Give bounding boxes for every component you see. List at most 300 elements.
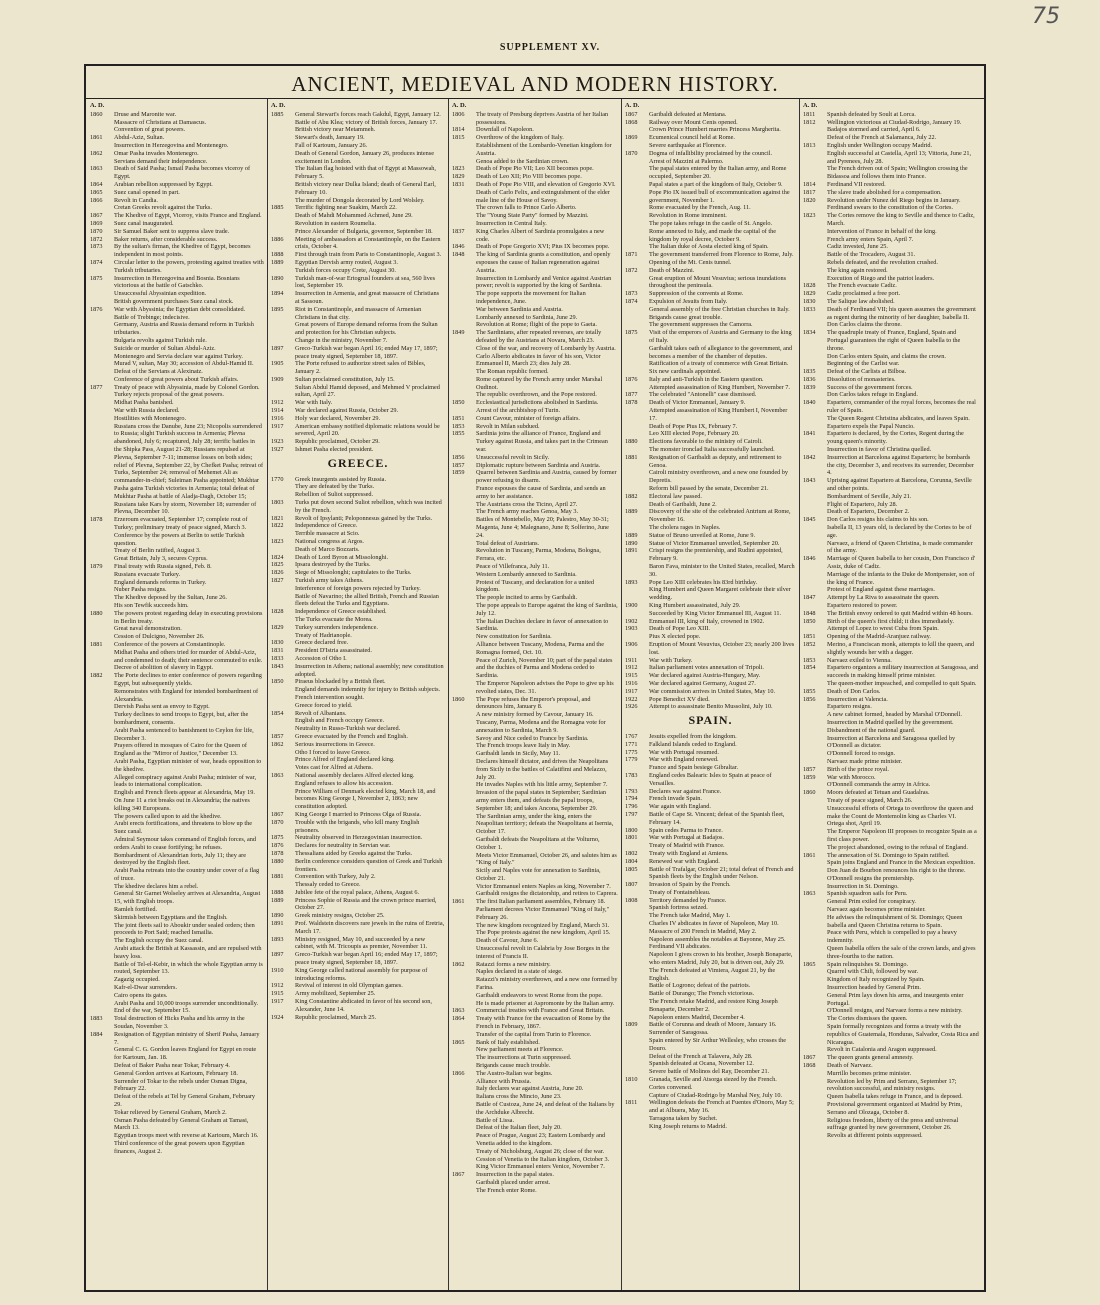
entry-text: The French take Madrid, May 1. [649, 912, 731, 920]
history-entry [452, 883, 618, 891]
entry-year: 1827 [271, 577, 284, 585]
history-entry [271, 686, 445, 694]
history-entry [803, 1093, 979, 1101]
entry-text: Skirmish between Egyptians and the English. [114, 913, 228, 921]
history-entry [625, 438, 796, 446]
history-entry [625, 259, 796, 267]
entry-text: Don Carlos claims the throne. [827, 321, 902, 329]
history-entry [452, 399, 618, 407]
entry-text: The pope supports the movement for Italian independence, June. [476, 290, 586, 305]
entry-year: 1845 [803, 516, 816, 524]
history-entry [625, 920, 796, 928]
entry-text: Great powers of Europe demand reforms from the Sultan and protection for his Christian subjects. [295, 321, 438, 337]
entry-text: The Italian duke of Aosta elected king of Spain. [649, 243, 769, 251]
entry-year: 1825 [271, 561, 284, 569]
history-entry [625, 228, 796, 244]
entry-year: 1810 [625, 1076, 638, 1084]
entry-year: 1911 [625, 656, 638, 664]
history-entry [803, 134, 979, 142]
history-entry [625, 189, 796, 205]
history-entry [271, 811, 445, 819]
history-entry [271, 491, 445, 499]
entry-text: Don Juan de Bourbon renounces his right to the throne. [827, 867, 966, 875]
entry-year: 1859 [803, 773, 816, 781]
history-entry [90, 1046, 264, 1062]
history-entry [452, 345, 618, 353]
entry-text: Revolution in Rome imminent. [649, 212, 727, 220]
history-entry [271, 889, 445, 897]
history-entry [803, 516, 979, 524]
history-entry [803, 711, 979, 719]
history-entry [90, 1109, 264, 1117]
history-entry [625, 990, 796, 998]
entry-year: 1861 [90, 134, 103, 142]
entry-year: 1916 [625, 679, 638, 687]
entry-year: 1850 [803, 617, 816, 625]
entry-text: Overthrow of the kingdom of Italy. [476, 134, 564, 142]
history-entry [452, 852, 618, 868]
history-entry [625, 158, 796, 166]
history-entry [271, 998, 445, 1014]
history-entry [803, 571, 979, 587]
history-entry [90, 579, 264, 587]
entry-text: French army enters Spain, April 7. [827, 235, 914, 243]
history-entry [271, 842, 445, 850]
entry-text: Cession of Dulcigno, November 26. [114, 633, 205, 641]
entry-year: 1842 [803, 453, 816, 461]
history-entry [803, 586, 979, 594]
history-entry [625, 912, 796, 920]
entry-text: War with Portugal at Badajos. [649, 834, 725, 842]
entry-text: Thessalians aided by Greeks against the Turks. [295, 849, 413, 857]
entry-text: Brigands cause great trouble. [649, 313, 722, 321]
history-entry [625, 376, 796, 384]
entry-year: 1877 [90, 383, 103, 391]
entry-text: Expulsion of Jesuits from Italy. [649, 297, 728, 305]
entry-text: Death of Lord Byron at Missolonghi. [295, 553, 389, 561]
entry-text: He is made prisoner at Aspromonte by the Italian army. [476, 999, 615, 1007]
entry-year: 1828 [271, 608, 284, 616]
entry-text: Insurrection in Herzegovina and Bosnia. Bosnians victorious at the battle of Gatschko. [114, 274, 240, 290]
entry-year: 1867 [452, 1171, 465, 1179]
entry-text: Holy war declared, November 29. [295, 414, 381, 422]
entry-text: The new kingdom recognized by England, March 31. [476, 921, 610, 929]
history-entry [452, 1054, 618, 1062]
entry-text: Peace of Zurich, November 10; part of the papal states and the duchies of Parma and Modena ceded to Sardinia. [476, 656, 613, 680]
entry-text: The cholera rages in Naples. [649, 524, 721, 532]
history-entry [90, 813, 264, 821]
history-entry [452, 181, 618, 189]
entry-year: 1803 [271, 499, 284, 507]
entry-text: General assembly of the free Christian churches in Italy. [649, 305, 790, 313]
history-entry [271, 150, 445, 166]
history-entry [271, 181, 445, 197]
entry-text: Severe battle of Molinos del Ray, December 21. [649, 1068, 770, 1076]
history-entry [90, 337, 264, 345]
entry-text: The French enter Rome. [476, 1186, 537, 1194]
history-entry [803, 501, 979, 509]
history-entry [271, 111, 445, 119]
history-column-2 [271, 102, 445, 1288]
entry-text: The khedive declares him a rebel. [114, 882, 199, 890]
entry-text: The Khedive deposed by the Sultan, June 26. [114, 594, 227, 602]
entry-text: Falkland Islands ceded to England. [649, 740, 737, 748]
history-entry [625, 897, 796, 905]
history-entry [625, 1092, 796, 1100]
history-entry [452, 1179, 618, 1187]
entry-year: 1828 [803, 282, 816, 290]
entry-year: 1863 [803, 890, 816, 898]
entry-text: Insurrection in Armenia, and great massacre of Christians at Sassoun. [295, 290, 440, 305]
entry-year: 1881 [625, 453, 638, 461]
entry-text: Surrender of Saragossa. [649, 1029, 709, 1037]
entry-year: 1866 [90, 196, 103, 204]
entry-text: Resignation of Garibaldi as deputy, and retirement to Genoa. [649, 453, 782, 469]
entry-text: Midhat Pasha and others tried for murder of Abdul-Aziz, and condemned to death; their sentence commuted to exile. [114, 648, 263, 664]
entry-text: Statue of Bruno unveiled at Rome, June 9. [649, 531, 756, 539]
entry-text: Cairoli ministry overthrown, and a new one founded by Depretis. [649, 469, 789, 485]
entry-text: Treaty of Fontainebleau. [649, 888, 711, 896]
history-entry [271, 204, 445, 212]
history-entry [90, 820, 264, 836]
history-entry [271, 337, 445, 345]
entry-text: Defeat of the French at Talavera, July 28. [649, 1052, 753, 1060]
history-entry [803, 360, 979, 368]
entry-text: Sardinia joins the alliance of France, England and Turkey against Russia, and takes part in the Crimean war. [476, 430, 608, 454]
entry-year: 1855 [803, 687, 816, 695]
entry-text: Revolution led by Prim and Serrano, September 17; revolution successful, and ministry resigns. [827, 1077, 957, 1093]
entry-text: Narvaez, a friend of Queen Christina, is made commander of the army. [827, 539, 973, 555]
entry-text: The Salique law abolished. [827, 297, 895, 305]
history-entry [452, 306, 618, 314]
entry-year: 1846 [803, 555, 816, 563]
entry-text: Insurrection in Herzegovina and Montenegro. [114, 141, 229, 149]
entry-text: Treaty with England at Amiens. [649, 849, 729, 857]
entry-text: King Joseph returns to Madrid. [649, 1122, 727, 1130]
entry-text: Egyptian Dervish army routed, August 3. [295, 258, 398, 266]
history-entry [803, 204, 979, 212]
entry-text: General C. G. Gordon leaves England for Egypt en route for Kartoum, Jan. 18. [114, 1046, 257, 1062]
history-entry [803, 625, 979, 633]
history-entry [452, 906, 618, 922]
history-entry [452, 836, 618, 852]
history-entry [271, 142, 445, 150]
entry-text: Egyptian troops meet with reverse at Kartoum, March 16. [114, 1132, 259, 1140]
entry-text: The Porte declines to enter conference of powers regarding Egypt, but subsequently yields. [114, 672, 262, 687]
entry-text: The slave trade abolished for a compensation. [827, 188, 942, 196]
history-entry [625, 904, 796, 912]
history-entry [452, 220, 618, 228]
history-entry [625, 850, 796, 858]
entry-text: The British envoy ordered to quit Madrid within 48 hours. [827, 609, 973, 617]
entry-text: Severe earthquake at Florence. [649, 141, 727, 149]
history-entry [90, 984, 264, 992]
entry-year: 1923 [271, 438, 284, 446]
history-entry [625, 579, 796, 587]
entry-text: Revolution at Rome; flight of the pope to Gaeta. [476, 321, 597, 329]
history-entry [803, 992, 979, 1008]
entry-text: Stewart's death, January 19. [295, 134, 365, 142]
entry-year: 1857 [803, 765, 816, 773]
entry-text: War commission arrives in United States, May 10. [649, 687, 776, 695]
entry-text: Spain relinquishes St. Domingo. [827, 960, 909, 968]
entry-year: 1924 [271, 1013, 284, 1021]
history-entry [271, 119, 445, 127]
entry-text: Revolution in eastern Roumelia. [295, 219, 376, 227]
entry-text: Jesuits expelled from the kingdom. [649, 732, 737, 740]
history-entry [803, 384, 979, 392]
entry-text: Execution of Riego and the patriot leaders. [827, 274, 935, 282]
entry-text: King George I married to Princess Olga of Russia. [295, 810, 422, 818]
history-entry [90, 360, 264, 368]
entry-year: 1820 [803, 196, 816, 204]
history-entry [271, 290, 445, 306]
entry-text: Turkish forces occupy Crete, August 30. [295, 266, 396, 274]
entry-text: British victory near Metammeh. [295, 126, 376, 134]
entry-text: O'Donnell commands the army in Africa. [827, 781, 931, 789]
history-entry [90, 937, 264, 945]
entry-text: Declares for neutrality in Servian war. [295, 842, 391, 850]
entry-text: Death of Pope Leo XIII. [649, 625, 710, 633]
entry-text: Espartero restored to power. [827, 602, 898, 609]
history-entry [452, 602, 618, 618]
history-entry [271, 850, 445, 858]
entry-text: Revival of interest in old Olympian games. [295, 982, 403, 990]
history-entry [625, 842, 796, 850]
history-entry [625, 602, 796, 610]
entry-text: England cedes Balearic Isles to Spain at peace of Versailles. [649, 771, 772, 787]
entry-text: Battle of Custoza, June 24, and defeat of the Italians by the Archduke Albrecht. [476, 1101, 615, 1116]
entry-year: 1873 [90, 243, 103, 251]
history-entry [803, 1132, 979, 1140]
history-entry [625, 391, 796, 399]
entry-text: Insurrection in Lombardy and Venice against Austrian power; revolt is supported by the king of Sardinia. [476, 274, 612, 290]
history-entry [625, 1099, 796, 1115]
entry-text: Midhat Pasha banished. [114, 399, 174, 407]
history-entry [271, 384, 445, 400]
entry-text: Cession of Venetia to the Italian kingdom, October 3. [476, 1155, 610, 1163]
entry-text: Republic proclaimed, March 25. [295, 1013, 377, 1021]
entry-text: France espouses the cause of Sardinia, and sends an army to her assistance. [476, 485, 606, 500]
history-entry [90, 298, 264, 306]
history-entry [803, 680, 979, 688]
entry-text: Italians cross the Mincio, June 23. [476, 1093, 562, 1101]
history-entry [803, 727, 979, 735]
entry-text: England demands reforms in Turkey. [114, 578, 207, 586]
history-entry [271, 764, 445, 772]
history-entry [271, 360, 445, 376]
history-entry [803, 961, 979, 969]
entry-text: Don Carlos takes refuge in England. [827, 391, 918, 399]
entry-text: War with Turkey. [649, 656, 693, 664]
entry-year: 1814 [452, 126, 465, 134]
entry-text: Electoral law passed. [649, 492, 702, 500]
entry-text: Battle of Trafalgar, October 21; total defeat of French and Spanish fleets by the English under Nelson. [649, 865, 794, 881]
history-entry [90, 594, 264, 602]
entry-text: War with Russia declared. [114, 407, 180, 415]
history-entry [625, 1076, 796, 1084]
history-entry [452, 415, 618, 423]
history-entry [452, 563, 618, 571]
history-entry [452, 867, 618, 883]
entry-text: The French army reaches Genoa, May 3. [476, 508, 579, 516]
entry-year: 1851 [803, 633, 816, 641]
ad-label: A. D. [625, 102, 640, 109]
entry-year: 1843 [803, 477, 816, 485]
entry-text: Battle of Lissa. [476, 1116, 515, 1124]
history-entry [803, 555, 979, 571]
entry-text: King Constantine abdicated in favor of his second son, Alexander, June 14. [295, 998, 432, 1013]
history-entry [271, 259, 445, 267]
history-entry [625, 165, 796, 181]
history-entry [271, 423, 445, 439]
entry-year: 1891 [625, 547, 638, 555]
entry-text: Brigands cause much trouble. [476, 1062, 551, 1070]
entry-text: Treaty with France for the evacuation of Rome by the French in February, 1867. [476, 1015, 611, 1031]
entry-text: Spanish defeated by Soult at Lorca. [827, 110, 916, 118]
entry-text: Unsuccessful efforts of Ortega to overthrow the queen and make the Count de Montemolin king as Charles VI. [827, 804, 974, 820]
entry-text: Ratification of a treaty of commerce with Great Britain. [649, 360, 789, 368]
history-entry [625, 943, 796, 951]
history-entry [90, 867, 264, 883]
history-entry [90, 399, 264, 407]
entry-text: Birth of the prince royal. [827, 765, 889, 773]
history-entry [452, 813, 618, 836]
entry-year: 1876 [625, 375, 638, 383]
entry-text: He advises the relinquishment of St. Domingo; Queen Isabella and Queen Christina returns to Spain. [827, 913, 963, 929]
history-entry [452, 126, 618, 134]
entry-text: Rome evacuated by the French, Aug. 11. [649, 204, 751, 212]
entry-year: 1917 [271, 422, 284, 430]
entry-text: Charles IV abdicates in favor of Napoleon, May 10. [649, 920, 779, 928]
history-entry [90, 563, 264, 571]
entry-text: Interference of foreign powers rejected by Turkey. [295, 584, 421, 592]
column-divider [799, 99, 800, 1290]
history-entry [803, 236, 979, 244]
entry-year: 1878 [90, 516, 103, 524]
history-entry [271, 577, 445, 585]
section-heading: GREECE. [327, 455, 389, 470]
history-entry [803, 890, 979, 898]
history-entry [803, 430, 979, 446]
entry-text: New constitution for Sardinia. [476, 633, 552, 641]
entry-year: 1853 [452, 422, 465, 430]
history-entry [271, 530, 445, 538]
entry-text: Total defeat of Austrians. [476, 539, 540, 547]
entry-text: Prayers offered in mosques of Cairo for the Queen of England as the "Mirror of Justice," December 13. [114, 742, 248, 758]
history-entry [90, 758, 264, 774]
entry-text: The French evacuate Cadiz. [827, 282, 897, 290]
entry-text: O'Donnell resigns the premiership. [827, 874, 915, 882]
entry-text: Revolt in Candia. [114, 196, 158, 204]
entry-text: Otho I forced to leave Greece. [295, 748, 371, 756]
history-entry [90, 1078, 264, 1094]
entry-text: Treaty of peace signed, March 26. [827, 796, 913, 804]
history-entry [452, 571, 618, 579]
entry-year: 1830 [803, 297, 816, 305]
entry-year: 1859 [452, 469, 465, 477]
history-entry [271, 912, 445, 920]
entry-text: Turkey surrenders independence. [295, 623, 378, 631]
history-entry [803, 376, 979, 384]
history-entry [452, 454, 618, 462]
entry-text: Insurrection in Central Italy. [476, 219, 547, 227]
entry-year: 1850 [271, 678, 284, 686]
history-entry [625, 772, 796, 788]
entry-year: 1917 [625, 687, 638, 695]
history-entry [271, 834, 445, 842]
history-entry [803, 906, 979, 914]
entry-text: The Italian flag hoisted with that of Egypt at Massowah, February 5. [295, 165, 436, 181]
entry-year: 1905 [271, 360, 284, 368]
entry-text: Death of Leo XII; Pio VIII becomes pope. [476, 173, 582, 181]
entry-text: On June 11 a riot breaks out in Alexandria; the natives killing 340 Europeans. [114, 796, 250, 812]
entry-text: Death of Pope Pius IX, February 7. [649, 422, 738, 430]
history-entry [625, 625, 796, 633]
entry-text: Greco-Turkish war began April 16; ended May 17, 1897; peace treaty signed, September 18, 1897. [295, 951, 438, 967]
entry-text: Territory demanded by France. [649, 896, 727, 904]
entry-text: Death of Mahdi Mohammed Achmed, June 29. [295, 212, 413, 220]
entry-text: Treaty of Nicholsburg, August 26; close of the war. [476, 1147, 605, 1155]
history-entry [90, 633, 264, 641]
entry-text: Garibaldi defeated at Mentana. [649, 110, 727, 118]
history-entry [90, 259, 264, 275]
entry-text: Rome captured by the French army under Marshal Oudinot. [476, 375, 603, 391]
history-entry [452, 976, 618, 992]
history-entry [625, 998, 796, 1014]
entry-text: Kafr-el-Dwar surrenders. [114, 984, 178, 992]
history-entry [90, 649, 264, 665]
entry-text: Turkey rejects proposal of the great powers. [114, 391, 224, 399]
entry-text: Savoy and Nice ceded to France by Sardinia. [476, 734, 589, 742]
history-entry [452, 929, 618, 937]
entry-year: 1879 [90, 563, 103, 571]
entry-text: Death of Cavour, June 6. [476, 937, 539, 945]
entry-text: Nuber Pasha resigns. [114, 586, 167, 594]
entry-text: Wellington victorious at Ciudad-Rodrigo, January 19. [827, 118, 962, 126]
entry-text: Succeeded by King Victor Emmanuel III, August 11. [649, 609, 782, 617]
history-entry [625, 446, 796, 454]
entry-year: 1854 [271, 709, 284, 717]
entry-text: The Roman republic formed. [476, 368, 549, 376]
entry-year: 1875 [271, 834, 284, 842]
entry-year: 1812 [803, 118, 816, 126]
section-heading: SPAIN. [688, 713, 733, 728]
history-entry [625, 321, 796, 329]
entry-year: 1821 [271, 514, 284, 522]
history-entry [452, 1046, 618, 1054]
history-entry [803, 984, 979, 992]
history-entry [803, 111, 979, 119]
entry-text: Defeat of the Carlists at Bilboa. [827, 368, 907, 376]
entry-year: 1817 [803, 188, 816, 196]
history-entry [625, 524, 796, 532]
history-entry [625, 454, 796, 470]
history-entry [90, 571, 264, 579]
history-entry [271, 741, 445, 749]
history-entry [625, 1060, 796, 1068]
entry-text: Battles of Montebello, May 20; Palestro, May 30-31; Magenta, June 4; Malegnano, June 8; Solferino, June 24. [476, 516, 609, 539]
entry-year: 1854 [803, 664, 816, 672]
history-entry [625, 928, 796, 936]
entry-year: 1916 [271, 414, 284, 422]
history-entry [625, 1068, 796, 1076]
history-entry [803, 119, 979, 127]
history-entry [625, 399, 796, 407]
entry-text: Death of General Gordon, January 26, produces intense excitement in London. [295, 149, 435, 165]
history-entry [803, 805, 979, 821]
entry-text: The Porte refused to authorize street sales of Bibles, January 2. [295, 360, 426, 376]
